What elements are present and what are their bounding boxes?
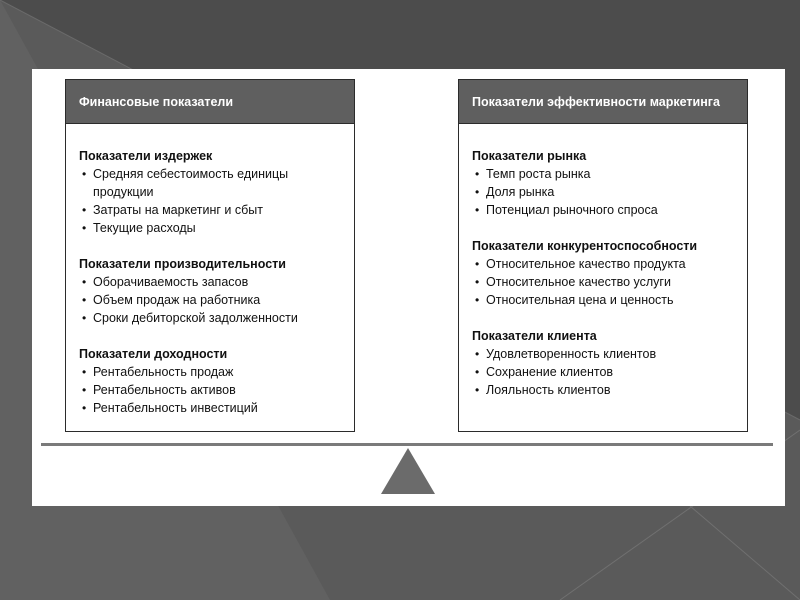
list-item: • Сохранение клиентов bbox=[472, 363, 735, 381]
list-item: • Доля рынка bbox=[472, 183, 735, 201]
fulcrum-triangle-icon bbox=[381, 448, 435, 494]
list-item: • Потенциал рыночного спроса bbox=[472, 201, 735, 219]
marketing-metrics-panel bbox=[458, 79, 748, 432]
marketing-metrics-header: Показатели эффективности маркетинга bbox=[459, 80, 747, 124]
list-item: • Рентабельность продаж bbox=[79, 363, 342, 381]
productivity-metrics-group bbox=[79, 255, 342, 327]
list-item: • Затраты на маркетинг и сбыт bbox=[79, 201, 342, 219]
competitiveness-metrics-group bbox=[472, 237, 735, 309]
list-item: • Темп роста рынка bbox=[472, 165, 735, 183]
list-item: • Рентабельность инвестиций bbox=[79, 399, 342, 417]
list-item: • Лояльность клиентов bbox=[472, 381, 735, 399]
list-item: • Сроки дебиторской задолженности bbox=[79, 309, 342, 327]
list-item: • Относительное качество услуги bbox=[472, 273, 735, 291]
list-item: • Рентабельность активов bbox=[79, 381, 342, 399]
list-item: • Текущие расходы bbox=[79, 219, 342, 237]
cost-metrics-group bbox=[79, 147, 342, 237]
scale-beam bbox=[41, 443, 773, 446]
financial-metrics-body bbox=[66, 124, 354, 417]
group-title: Показатели издержек bbox=[79, 149, 213, 163]
list-item: • Оборачиваемость запасов bbox=[79, 273, 342, 291]
financial-metrics-header: Финансовые показатели bbox=[66, 80, 354, 124]
group-title: Показатели конкурентоспособности bbox=[472, 239, 698, 253]
group-title: Показатели клиента bbox=[472, 329, 597, 343]
group-title: Показатели производительности bbox=[79, 257, 286, 271]
customer-metrics-group bbox=[472, 327, 735, 399]
market-metrics-group bbox=[472, 147, 735, 219]
profitability-metrics-group bbox=[79, 345, 342, 417]
group-title: Показатели рынка bbox=[472, 149, 587, 163]
financial-metrics-panel bbox=[65, 79, 355, 432]
list-item: • Удовлетворенность клиентов bbox=[472, 345, 735, 363]
list-item: • Относительное качество продукта bbox=[472, 255, 735, 273]
list-item: • Средняя себестоимость единицы продукции bbox=[79, 165, 342, 201]
list-item: • Объем продаж на работника bbox=[79, 291, 342, 309]
marketing-metrics-body bbox=[459, 124, 747, 399]
slide-canvas bbox=[32, 69, 785, 506]
list-item: • Относительная цена и ценность bbox=[472, 291, 735, 309]
group-title: Показатели доходности bbox=[79, 347, 228, 361]
